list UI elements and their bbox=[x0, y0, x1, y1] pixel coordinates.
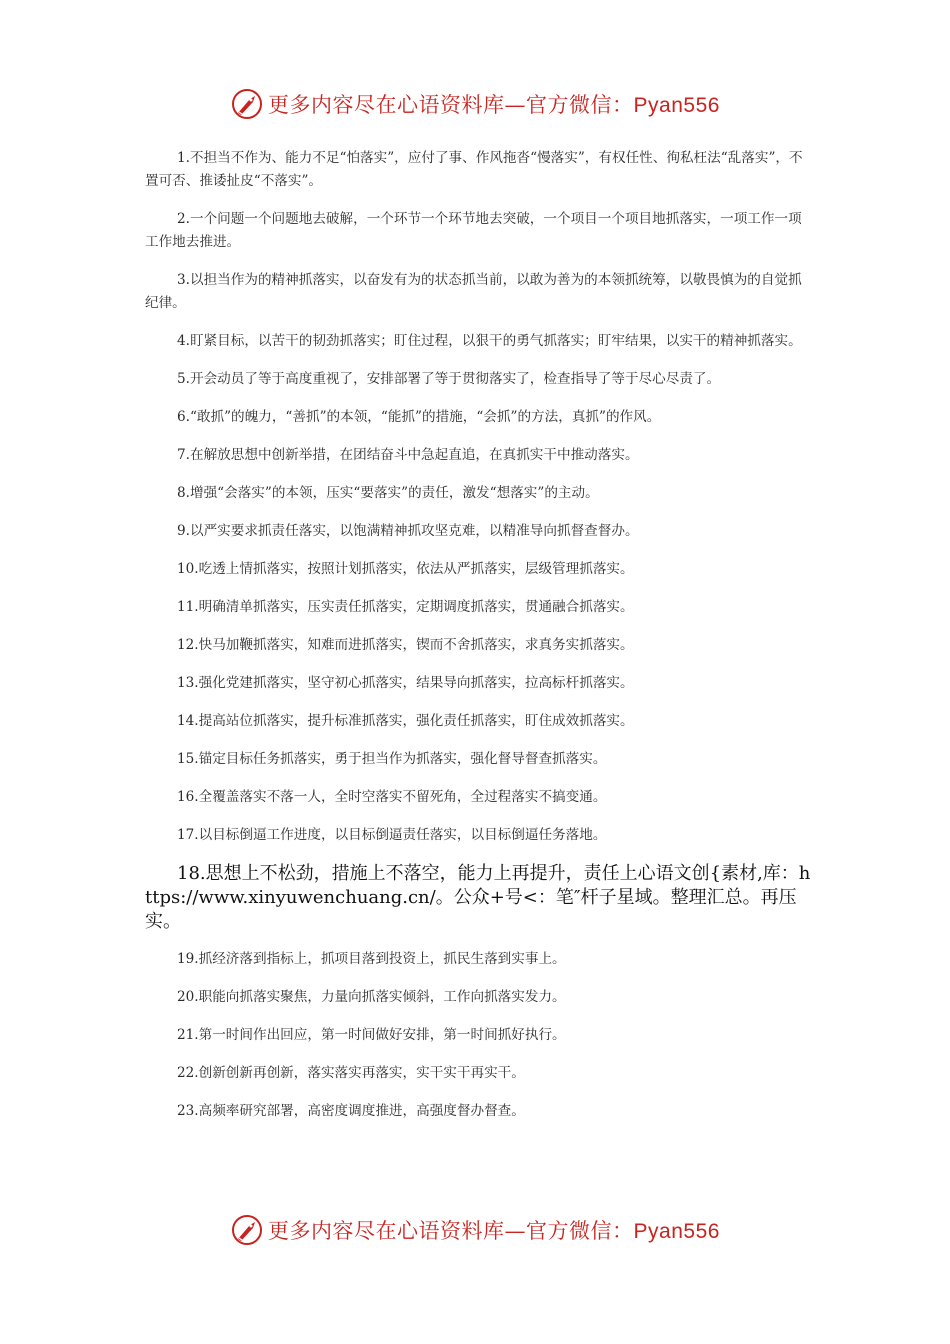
list-item: 12.快马加鞭抓落实，知难而进抓落实，锲而不舍抓落实，求真务实抓落实。 bbox=[177, 637, 634, 653]
list-item: 11.明确清单抓落实，压实责任抓落实，定期调度抓落实，贯通融合抓落实。 bbox=[177, 599, 634, 615]
list-item: 16.全覆盖落实不落一人，全时空落实不留死角，全过程落实不搞变通。 bbox=[177, 789, 607, 805]
list-item: 5.开会动员了等于高度重视了，安排部署了等于贯彻落实了，检查指导了等于尽心尽责了。 bbox=[177, 371, 721, 387]
list-item: 13.强化党建抓落实，坚守初心抓落实，结果导向抓落实，拉高标杆抓落实。 bbox=[177, 675, 634, 691]
list-item: 14.提高站位抓落实，提升标准抓落实，强化责任抓落实，盯住成效抓落实。 bbox=[177, 713, 634, 729]
list-item: 4.盯紧目标，以苦干的韧劲抓落实；盯住过程，以狠干的勇气抓落实；盯牢结果，以实干的精神抓落实。 bbox=[177, 333, 802, 349]
pen-nib-logo-icon bbox=[230, 1213, 264, 1247]
header-banner bbox=[0, 84, 950, 124]
footer-banner bbox=[0, 1210, 950, 1250]
banner-text: 更多内容尽在心语资料库—官方微信：Pyan556 bbox=[268, 93, 720, 117]
list-item: 8.增强“会落实”的本领，压实“要落实”的责任，激发“想落实”的主动。 bbox=[177, 485, 599, 501]
list-item: 20.职能向抓落实聚焦，力量向抓落实倾斜，工作向抓落实发力。 bbox=[177, 989, 566, 1005]
list-item: 19.抓经济落到指标上，抓项目落到投资上，抓民生落到实事上。 bbox=[177, 951, 566, 967]
list-item: 2.一个问题一个问题地去破解，一个环节一个环节地去突破，一个项目一个项目地抓落实，一项工作一项工作地去推进。 bbox=[145, 211, 802, 250]
list-item: 21.第一时间作出回应，第一时间做好安排，第一时间抓好执行。 bbox=[177, 1027, 566, 1043]
list-item: 23.高频率研究部署，高密度调度推进，高强度督办督查。 bbox=[177, 1103, 525, 1119]
list-item: 15.锚定目标任务抓落实，勇于担当作为抓落实，强化督导督查抓落实。 bbox=[177, 751, 607, 767]
list-item: 6.“敢抓”的魄力，“善抓”的本领，“能抓”的措施，“会抓”的方法，真抓”的作风。 bbox=[177, 409, 661, 425]
list-item: 22.创新创新再创新，落实落实再落实，实干实干再实干。 bbox=[177, 1065, 525, 1081]
list-item-highlighted: 18.思想上不松劲，措施上不落空，能力上再提升，责任上心语文创{素材,库：https://www.xinyuwenchuang.cn/。公众+号<：笔″杆子星域。整理汇总。再压实。 bbox=[145, 863, 811, 932]
wechat-id: Pyan556 bbox=[633, 1220, 720, 1243]
document-body bbox=[145, 147, 813, 1138]
list-item: 17.以目标倒逼工作进度，以目标倒逼责任落实，以目标倒逼任务落地。 bbox=[177, 827, 607, 843]
pen-nib-logo-icon bbox=[230, 87, 264, 121]
list-item: 3.以担当作为的精神抓落实，以奋发有为的状态抓当前，以敢为善为的本领抓统筹，以敬畏慎为的自觉抓纪律。 bbox=[145, 272, 802, 311]
wechat-id: Pyan556 bbox=[633, 94, 720, 117]
list-item: 9.以严实要求抓责任落实，以饱满精神抓攻坚克难，以精准导向抓督查督办。 bbox=[177, 523, 639, 539]
banner-text: 更多内容尽在心语资料库—官方微信：Pyan556 bbox=[268, 1219, 720, 1243]
list-item: 7.在解放思想中创新举措，在团结奋斗中急起直追，在真抓实干中推动落实。 bbox=[177, 447, 639, 463]
list-item: 10.吃透上情抓落实，按照计划抓落实，依法从严抓落实，层级管理抓落实。 bbox=[177, 561, 634, 577]
list-item: 1.不担当不作为、能力不足“怕落实”，应付了事、作风拖沓“慢落实”，有权任性、徇私枉法“乱落实”，不置可否、推诿扯皮“不落实”。 bbox=[145, 150, 803, 189]
